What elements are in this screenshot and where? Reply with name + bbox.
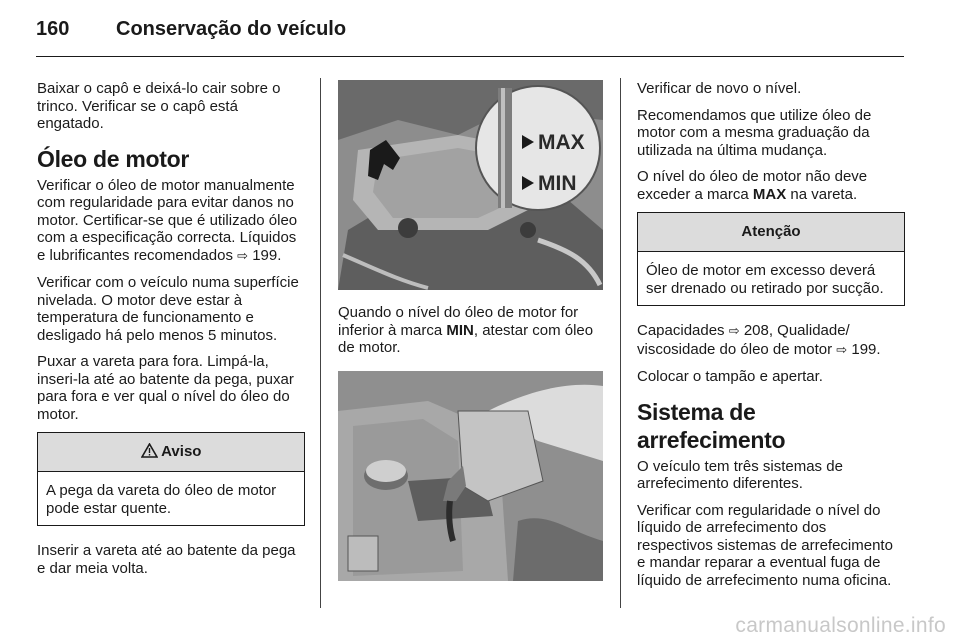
column-divider-1 [320,78,321,608]
intro-paragraph: Baixar o capô e deixá-lo cair sobre o trinco. Verificar se o capô está engatado. [37,80,281,132]
max-paragraph: O nível do óleo de motor não deve exceder a marca MAX na vareta. [637,168,868,203]
warning-title: Aviso [161,443,202,460]
recommend-paragraph: Recomendamos que utilize óleo de motor com a mesma graduação da utilizada na última mudança. [637,106,872,159]
reference-arrow-icon: ⇨ [237,248,249,264]
column-right [637,80,905,598]
page-title: Conservação do veículo [116,18,347,40]
header-rule [36,56,904,57]
caution-text: Óleo de motor em excesso deverá ser drenado ou retirado por sucção. [646,262,884,297]
column-divider-2 [620,78,621,608]
link-capacities-ref[interactable]: 208, Qualidade/ viscosidade do óleo de motor [637,322,850,358]
watermark: carmanualsonline.info [735,614,946,637]
oil-filling-image [338,371,603,581]
cooling-paragraph-2: Verificar com regularidade o nível do líquido de arrefecimento dos respectivos sistemas de arrefecimento e mandar reparar a eventual fuga de líquido de arrefecimento numa oficina. [637,501,893,589]
column-middle [338,80,603,581]
caution-title: Atenção [638,213,904,252]
page-header [36,18,346,41]
section-heading-oil: Óleo de motor [37,145,190,172]
capacities-paragraph: Capacidades ⇨ 208, Qualidade/ viscosidade do óleo de motor ⇨ 199. [637,322,881,358]
warning-text: A pega da vareta do óleo de motor pode estar quente. [46,482,277,517]
image-caption: Quando o nível do óleo de motor for inferior à marca MIN, atestar com óleo de motor. [338,304,594,356]
oil-paragraph-4: Inserir a vareta até ao batente da pega e dar meia volta. [37,542,296,577]
warning-triangle-icon [141,443,162,460]
warning-box-header [38,433,304,472]
section-heading-cooling: Sistema de arrefecimento [637,398,786,453]
oil-paragraph-1: Verificar o óleo de motor manualmente com regularidade para evitar danos no motor. Certificar-se que é utilizado óleo com a especificação correcta. Líquidos e lubrificantes recomendados ⇨ 199. [37,176,298,264]
cooling-paragraph-1: O veículo tem três sistemas de arrefecimento diferentes. [637,457,843,492]
page-number: 160 [36,18,70,40]
reference-arrow-icon: ⇨ [728,324,740,339]
recheck-paragraph: Verificar de novo o nível. [637,80,802,97]
oil-paragraph-3: Puxar a vareta para fora. Limpá-la, inseri-la até ao batente da pega, puxar para fora e ver qual o nível do óleo do motor. [37,353,294,423]
link-page-ref[interactable]: 199. [252,246,282,264]
min-mark-label: MIN [538,172,577,195]
caution-box [637,212,905,306]
warning-box [37,432,305,526]
column-left [37,80,305,586]
oil-paragraph-2: Verificar com o veículo numa superfície nivelada. O motor deve estar à temperatura de funcionamento e desligado há pelo menos 5 minutos. [37,274,299,344]
cap-paragraph: Colocar o tampão e apertar. [637,368,823,385]
dipstick-engine-image [338,80,603,290]
link-quality-ref[interactable]: 199. [851,340,881,358]
max-mark-label: MAX [538,131,585,154]
reference-arrow-icon: ⇨ [836,342,848,358]
